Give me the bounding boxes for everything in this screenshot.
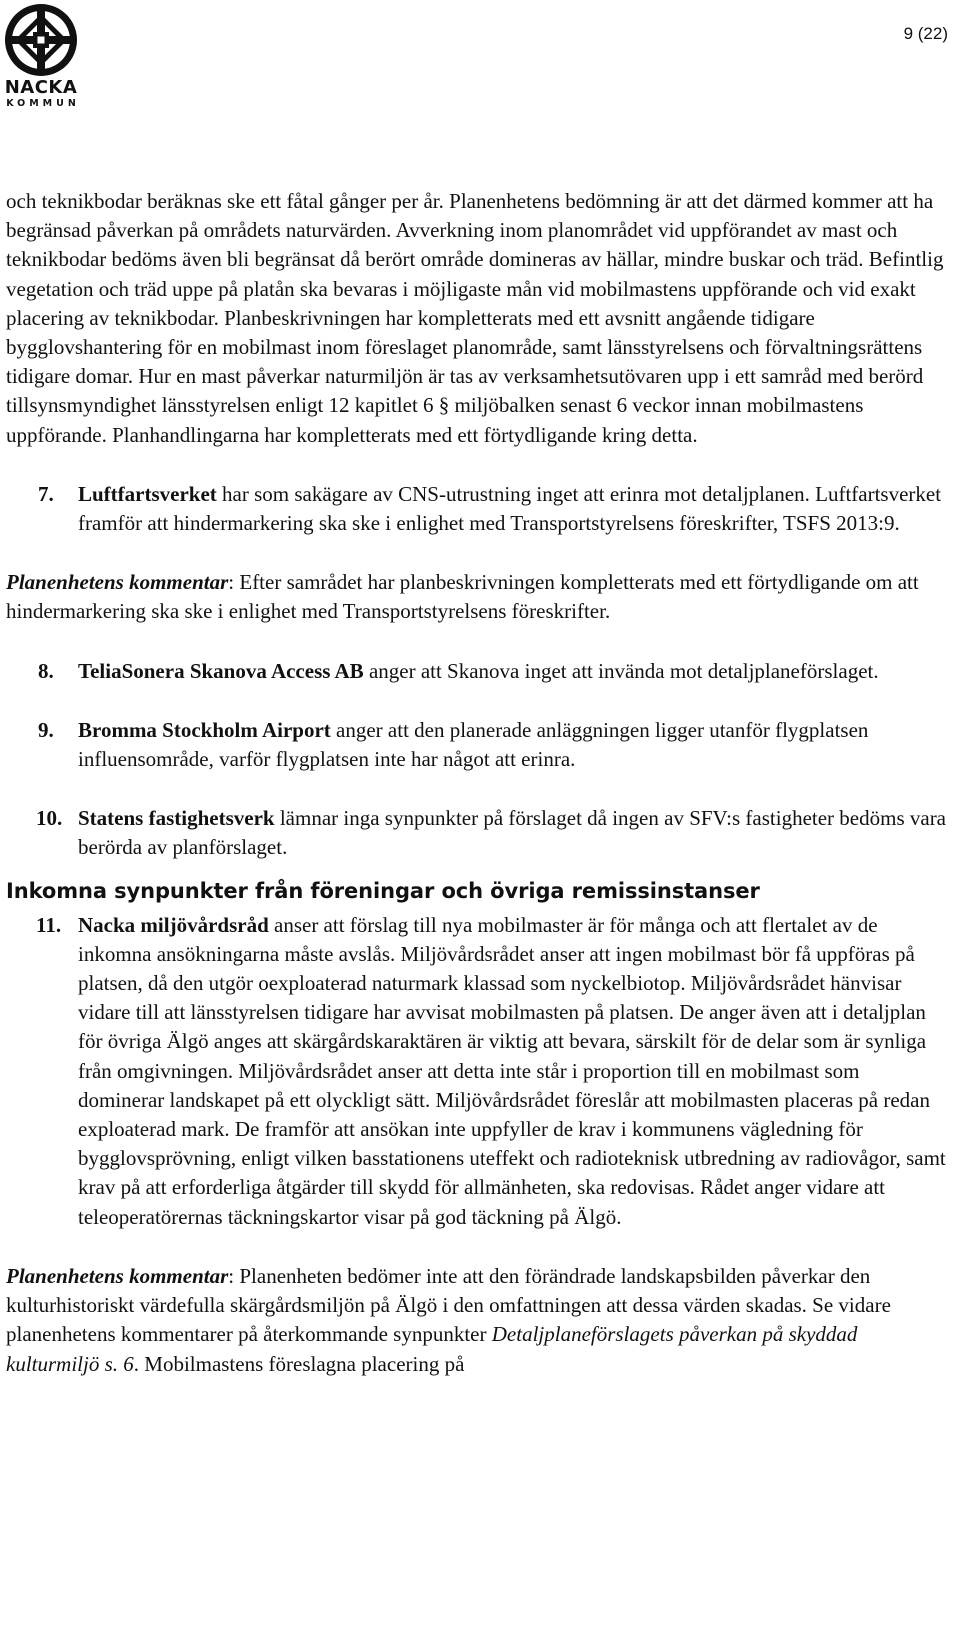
item-body: anser att förslag till nya mobilmaster är för många och att flertalet av de inkomna ansökningarna måste avslås. Miljövårdsrådet anser att ingen mobilmast bör få uppföras på platsen, då den utgör oexploaterad naturmark klassad som nyckelbiotop. Miljövårdsrådet hänvisar vidare till att länsstyrelsen tidigare har avvisat mobilmasten på platsen. De anger även att i detaljplan för övriga Älgö anges att skärgårdskaraktären är viktig att bevara, särskilt för de delar som är synliga från omgivningen. Miljövårdsrådet anser att detta inte står i proportion till en mobilmast som dominerar landskapet på ett olyckligt sätt. Miljövårdsrådet föreslår att mobilmasten placeras på redan exploaterad mark. De framför att ansökan inte uppfyller de krav i kommunens vägledning för bygglovsprövning, enligt vilken basstationens uteffekt och radioteknisk utbredning av radiovågor, samt krav på att erforderliga åtgärder till skydd för allmänheten, ska redovisas. Rådet anger vidare att teleoperatörernas täckningskartor visar på god täckning på Älgö. (78, 912, 946, 1229)
item-number: 10. (36, 806, 63, 831)
item-text (78, 480, 951, 538)
list-item-9 (6, 716, 951, 774)
comment-body: : Planenheten bedömer inte att den förändrade landskapsbilden påverkar den kulturhistoriskt värdefulla skärgårdsmiljön på Älgö i den omfattningen att dessa värden skadas. Se vidare planenhetens kommentarer på återkommande synpunkter (6, 1263, 891, 1347)
list-item-8 (6, 657, 951, 686)
comment-label: Planenhetens kommentar (6, 570, 229, 595)
planning-comment-2 (6, 1262, 951, 1379)
item-text (78, 716, 951, 774)
nacka-emblem-icon (3, 2, 79, 78)
item-number: 8. (38, 658, 54, 683)
section-heading: Inkomna synpunkter från föreningar och övriga remissinstanser (6, 878, 760, 903)
item-text (78, 657, 951, 686)
item-name: Statens fastighetsverk (78, 806, 275, 831)
comment-tail: . Mobilmastens föreslagna placering på (133, 1351, 465, 1376)
document-body (6, 187, 951, 1379)
intro-paragraph: och teknikbodar beräknas ske ett fåtal gånger per år. Planenhetens bedömning är att det därmed kommer att ha begränsad påverkan på områdets naturvärden. Avverkning inom planområdet vid uppförandet av mast och teknikbodar bedöms även bli begränsat då berört område domineras av hällar, mindre buskar och träd. Befintlig vegetation och träd uppe på platån ska bevaras i möjligaste mån vid mobilmastens uppförande och vid exakt placering av teknikbodar. Planbeskrivningen har kompletterats med ett avsnitt angående tidigare bygglovshantering för en mobilmast inom föreslaget planområde, samt länsstyrelsens och förvaltningsrättens tidigare domar. Hur en mast påverkar naturmiljön är tas av verksamhetsutövaren upp i ett samråd med berörd tillsynsmyndighet länsstyrelsen enligt 12 kapitlet 6 § miljöbalken senast 6 veckor innan mobilmastens uppförande. Planhandlingarna har kompletterats med ett förtydligande kring detta. (6, 189, 944, 447)
item-name: Bromma Stockholm Airport (78, 717, 331, 742)
list-item-11 (6, 911, 951, 1232)
item-name: TeliaSonera Skanova Access AB (78, 658, 364, 683)
comment-reference: Detaljplaneförslagets påverkan på skyddad kulturmiljö s. 6 (6, 1322, 858, 1376)
logo-line-2: KOMMUN (6, 98, 80, 109)
item-number: 11. (36, 912, 62, 937)
item-number: 7. (38, 481, 54, 506)
list-item-10 (6, 804, 951, 862)
item-body: anger att Skanova inget att invända mot detaljplaneförslaget. (363, 658, 879, 683)
item-text (78, 804, 951, 862)
nacka-kommun-logo (0, 0, 82, 110)
page-number: 9 (22) (903, 24, 948, 43)
logo-line-1: NACKA (4, 77, 78, 98)
comment-label: Planenhetens kommentar (6, 1263, 229, 1288)
item-name: Nacka miljövårdsråd (78, 912, 269, 937)
item-body: har som sakägare av CNS-utrustning inget att erinra mot detaljplanen. Luftfartsverket framför att hindermarkering ska ske i enlighet med Transportstyrelsens föreskrifter, TSFS 2013:9. (78, 481, 942, 536)
item-text (78, 911, 951, 1232)
item-number: 9. (38, 717, 54, 742)
item-body: anger att den planerade anläggningen ligger utanför flygplatsen influensområde, varför flygplatsen inte har något att erinra. (78, 717, 869, 772)
planning-comment-1 (6, 568, 951, 626)
item-name: Luftfartsverket (78, 481, 217, 506)
logo-wordmark (0, 78, 82, 110)
comment-body: : Efter samrådet har planbeskrivningen kompletterats med ett förtydligande om att hindermarkering ska ske i enlighet med Transportstyrelsens föreskrifter. (6, 570, 919, 624)
item-body: lämnar inga synpunkter på förslaget då ingen av SFV:s fastigheter bedöms vara berörda av planförslaget. (78, 806, 947, 860)
list-item-7 (6, 480, 951, 538)
